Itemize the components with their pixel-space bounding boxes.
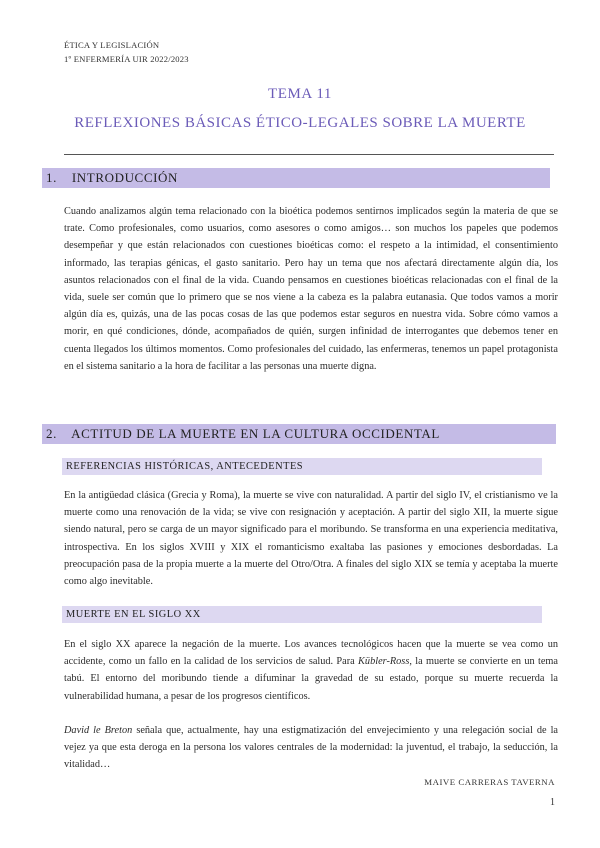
paragraph-text: , la muerte se convierte en un tema tabú. El entorno del moribundo tiende a difuminar la gravedad de su estado, porque su muerte recuerda la vulnerabilidad humana, a pesar de los progresos científicos. (64, 656, 558, 702)
subsection-heading-siglo-xx: MUERTE EN EL SIGLO XX (62, 606, 542, 623)
program-name: 1º ENFERMERÍA UIR 2022/2023 (64, 54, 189, 64)
section-title: ACTITUD DE LA MUERTE EN LA CULTURA OCCIDENTAL (71, 426, 440, 441)
section-title: INTRODUCCIÓN (71, 170, 179, 185)
paragraph-text: En el siglo XX aparece la negación de la muerte. Los avances tecnológicos hacen que la muerte se vea como un accidente, como un fallo en la calidad de los servicios de salud. Para (64, 639, 558, 668)
author-name: Kübler-Ross (358, 656, 410, 668)
topic-number: TEMA 11 (267, 86, 333, 102)
historical-paragraph: En la antigüedad clásica (Grecia y Roma), la muerte se vive con naturalidad. A partir del siglo IV, el cristianismo ve la muerte como una renovación de la vida; se vive con resignación y aceptación. A partir del siglo XII, la muerte sigue siendo natural, pero se carga de un mayor significado para el moribundo. Se transforma en una experiencia meditativa, introspectiva. En los siglos XVIII y XIX el romanticismo exaltaba las pasiones y emociones desbordadas. La preocupación pasa de la propia muerte a la muerte del Otro/Otra. A finales del siglo XIX se temía y aceptaba la muerte como algo inevitable. (64, 490, 558, 588)
le-breton-paragraph (64, 722, 558, 774)
subsection-heading-referencias: REFERENCIAS HISTÓRICAS, ANTECEDENTES (62, 458, 542, 475)
document-header (64, 38, 189, 66)
footer-author: MAIVE CARRERAS TAVERNA (424, 777, 555, 787)
intro-paragraph: Cuando analizamos algún tema relacionado con la bioética podemos sentirnos implicados según la materia de que se trate. Como profesionales, como usuarios, como asesores o como amigos… son muchos los papeles que podemos desempeñar y que están relacionados con cuestiones bioéticas como: el respeto a la intimidad, el consentimiento informado, las terapias génicas, el gasto sanitario. Pero hay un tema que nos afectará directamente algún día, los asuntos relacionados con el final de la vida. Cuando pensamos en cuestiones bioéticas relacionadas con el final de la vida, suele ser común que lo primero que se nos viene a la cabeza es la palabra eutanasia. Que todos vamos a morir algún día es, quizás, una de las pocas cosas de las que podemos estar seguros en nuestra vida. Sobre cómo vamos a morir, en qué condiciones, dónde, acompañados de quién, surgen infinidad de interrogantes que debemos tener en cuenta llegados los últimos momentos. Como profesionales del cuidado, las enfermeras, tenemos un papel protagonista en el sistema sanitario a la hora de facilitar a las personas una muerte digna. (64, 206, 558, 372)
title-divider (64, 154, 554, 155)
author-name: David le Breton (64, 725, 133, 736)
section-number: 2. (46, 426, 57, 441)
siglo-xx-paragraph (64, 636, 558, 705)
page-title: REFLEXIONES BÁSICAS ÉTICO-LEGALES SOBRE LA MUERTE (74, 115, 526, 131)
page-number: 1 (550, 797, 555, 808)
section-heading-actitud (42, 424, 556, 444)
course-name: ÉTICA Y LEGISLACIÓN (64, 40, 160, 50)
paragraph-text: señala que, actualmente, hay una estigmatización del envejecimiento y una relegación social de la vejez ya que esta deroga en la persona los valores centrales de la modernidad: la juventud, el trabajo, la seducción, la vitalidad… (64, 725, 558, 771)
section-number: 1. (46, 170, 57, 185)
section-heading-introduccion (42, 168, 550, 188)
